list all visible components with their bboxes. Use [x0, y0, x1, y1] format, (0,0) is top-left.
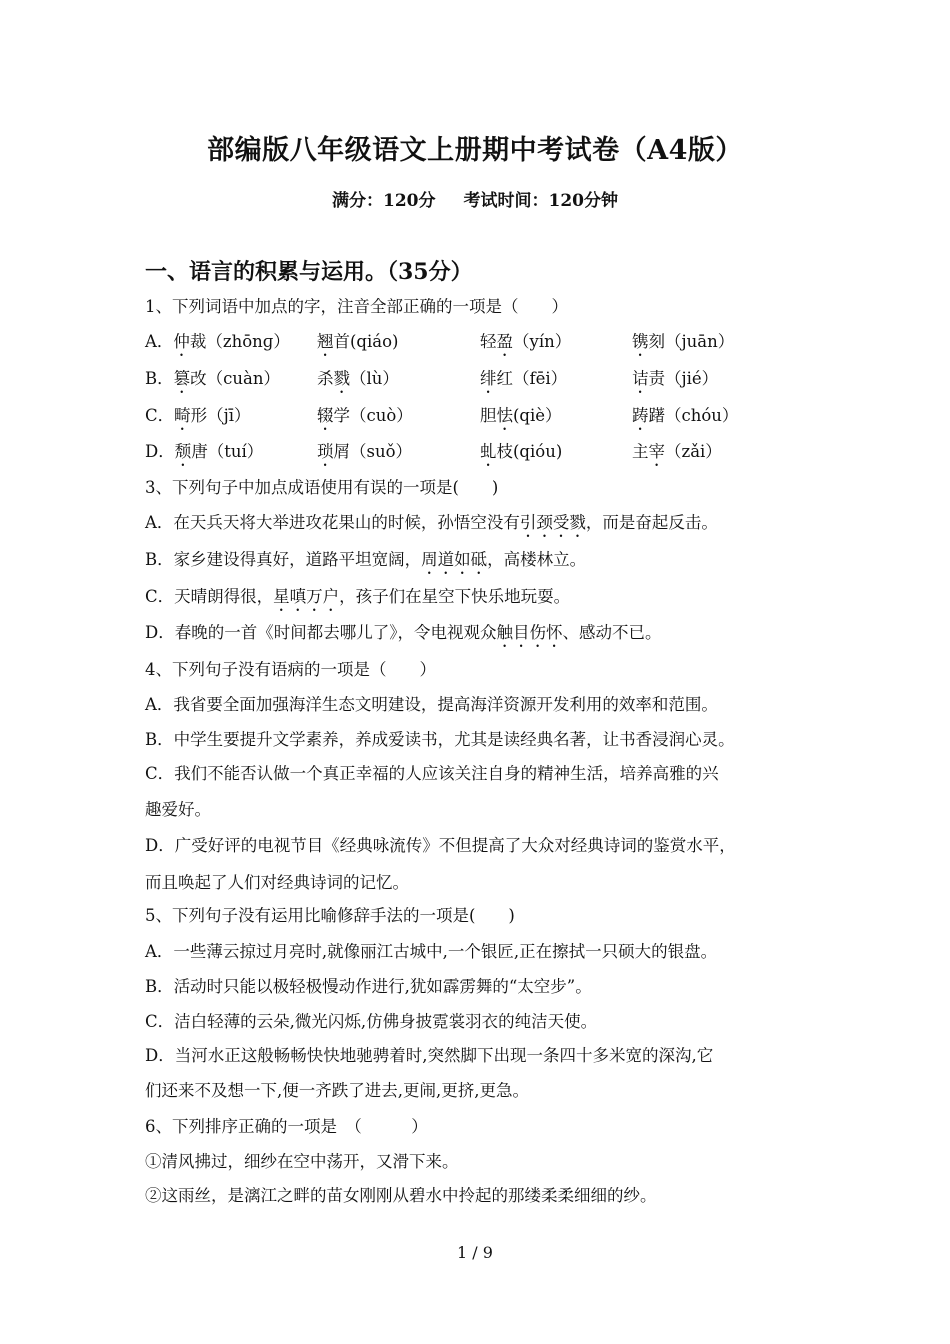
exam-subtitle: [0, 186, 950, 211]
question-5-stem: 5、下列句子没有运用比喻修辞手法的一项是( ): [145, 906, 515, 925]
q1-c-item-1: C．畸形（jī）: [145, 406, 251, 425]
q1-b-item-1: B．篡改（cuàn）: [145, 369, 280, 388]
q5-line-5: 们还来不及想一下,便一齐跌了进去,更闹,更挤,更急。: [145, 1081, 529, 1100]
q4-line-5: D．广受好评的电视节目《经典咏流传》不但提高了大众对经典诗词的鉴赏水平，: [145, 836, 736, 855]
full-score: 满分：120分: [332, 191, 436, 211]
q1-a-item-3: 轻盈（yín）: [480, 332, 572, 351]
question-1-stem: 1、下列词语中加点的字，注音全部正确的一项是（ ）: [145, 297, 568, 316]
question-4-stem: 4、下列句子没有语病的一项是（ ）: [145, 660, 436, 679]
q4-line-2: B．中学生要提升文学素养，养成爱读书，尤其是读经典名著，让书香浸润心灵。: [145, 730, 735, 749]
q4-line-1: A．我省要全面加强海洋生态文明建设，提高海洋资源开发利用的效率和范围。: [145, 695, 718, 714]
q1-a-item-2: 翘首(qiáo): [317, 332, 399, 351]
q3-option-c: C．天晴朗得很，星嗔万户，孩子们在星空下快乐地玩耍。: [145, 587, 571, 606]
q5-line-2: B．活动时只能以极轻极慢动作进行,犹如霹雳舞的“太空步”。: [145, 977, 592, 996]
page-number: 1 / 9: [457, 1243, 493, 1262]
q4-line-6: 而且唤起了人们对经典诗词的记忆。: [145, 873, 409, 892]
q1-c-item-2: 辍学（cuò）: [317, 406, 413, 425]
q1-a-item-1: A．仲裁（zhōnɡ）: [145, 332, 290, 351]
q1-b-item-4: 诘责（jié）: [632, 369, 719, 388]
q1-b-item-2: 杀戮（lù）: [317, 369, 399, 388]
q5-line-4: D．当河水正这般畅畅快快地驰骋着时,突然脚下出现一条四十多米宽的深沟,它: [145, 1046, 714, 1065]
section-heading: 一、语言的积累与运用。（35分）: [145, 259, 473, 285]
q1-c-item-3: 胆怯(qiè）: [480, 406, 562, 425]
q1-d-item-4: 主宰（zǎi）: [632, 442, 722, 461]
exam-time: 考试时间：120分钟: [463, 191, 618, 211]
q1-c-item-4: 踌躇（chóu）: [632, 406, 739, 425]
q3-option-d: D．春晚的一首《时间都去哪儿了》，令电视观众触目伤怀、感动不已。: [145, 623, 662, 642]
q3-option-b: B．家乡建设得真好，道路平坦宽阔，周道如砥，高楼林立。: [145, 550, 587, 569]
q1-a-item-4: 镌刻（juān）: [632, 332, 735, 351]
q4-line-4: 趣爱好。: [145, 800, 211, 819]
q1-d-item-3: 虬枝(qióu): [480, 442, 563, 461]
exam-title: 部编版八年级语文上册期中考试卷（A4版）: [207, 135, 743, 166]
q4-line-3: C．我们不能否认做一个真正幸福的人应该关注自身的精神生活，培养高雅的兴: [145, 764, 719, 783]
q1-d-item-1: D．颓唐（tuí）: [145, 442, 264, 461]
q6-line-1: ①清风拂过，细纱在空中荡开，又滑下来。: [145, 1152, 459, 1171]
q5-line-3: C．洁白轻薄的云朵,微光闪烁,仿佛身披霓裳羽衣的纯洁天使。: [145, 1012, 598, 1031]
q1-b-item-3: 绯红（fēi）: [480, 369, 568, 388]
q3-option-a: A．在天兵天将大举进攻花果山的时候，孙悟空没有引颈受戮，而是奋起反击。: [145, 513, 718, 532]
q1-d-item-2: 琐屑（suǒ）: [317, 442, 413, 461]
q5-line-1: A．一些薄云掠过月亮时,就像丽江古城中,一个银匠,正在擦拭一只硕大的银盘。: [145, 942, 718, 961]
q6-line-2: ②这雨丝，是漓江之畔的苗女刚刚从碧水中拎起的那缕柔柔细细的纱。: [145, 1186, 657, 1205]
question-3-stem: 3、下列句子中加点成语使用有误的一项是( ): [145, 478, 499, 497]
question-6-stem: 6、下列排序正确的一项是 （ ）: [145, 1117, 428, 1136]
